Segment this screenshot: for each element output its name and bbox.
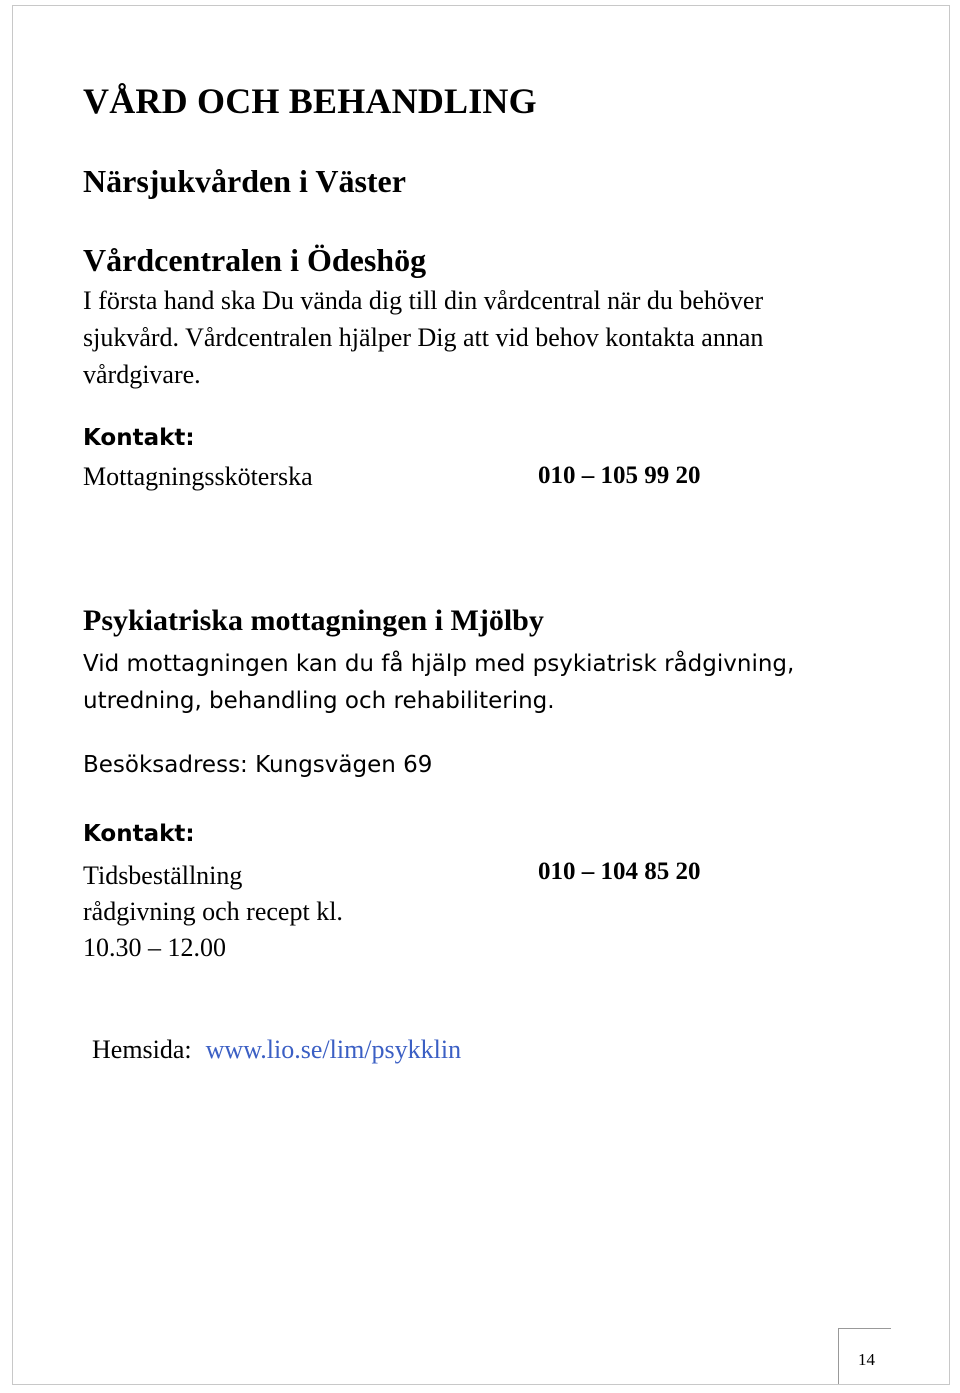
contact-phone: 010 – 105 99 20 (538, 462, 701, 489)
website-line (92, 1035, 461, 1065)
contact-name-psychiatry: Tidsbeställning rådgivning och recept kl. 10.30 – 12.00 (83, 861, 343, 962)
section-heading-psychiatry: Psykiatriska mottagningen i Mjölby (83, 604, 544, 637)
body-paragraph-psychiatry: Vid mottagningen kan du få hjälp med psykiatrisk rådgivning, utredning, behandling och rehabilitering. (83, 651, 795, 714)
subsection-heading: Vårdcentralen i Ödeshög (83, 242, 427, 278)
body-paragraph: I första hand ska Du vända dig till din vårdcentral när du behöver sjukvård. Vårdcentralen hjälper Dig att vid behov kontakta annan vårdgivare. (83, 286, 764, 389)
contact-name: Mottagningssköterska (83, 462, 313, 491)
contact-phone-psychiatry: 010 – 104 85 20 (538, 858, 701, 885)
website-link[interactable]: www.lio.se/lim/psykklin (205, 1035, 462, 1064)
contact-label-psychiatry: Kontakt: (83, 821, 195, 847)
page-number: 14 (858, 1350, 875, 1369)
visiting-address: Besöksadress: Kungsvägen 69 (83, 752, 433, 778)
section-heading: Närsjukvården i Väster (83, 163, 406, 199)
page-title: VÅRD OCH BEHANDLING (83, 81, 537, 121)
contact-label: Kontakt: (83, 425, 195, 451)
website-label: Hemsida: (92, 1035, 192, 1064)
